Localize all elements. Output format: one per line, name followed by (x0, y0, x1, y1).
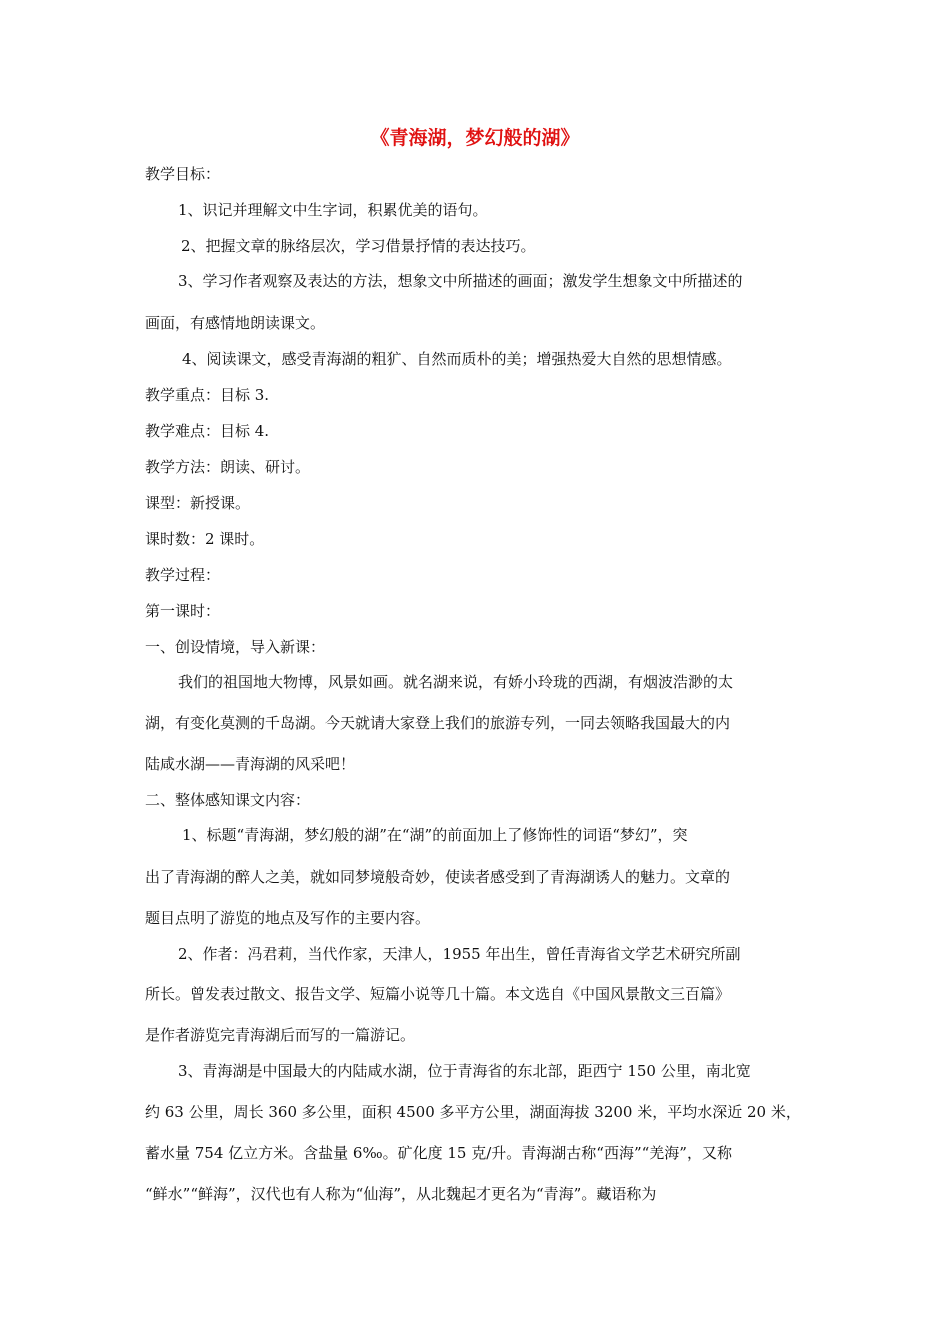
objective-3-line-1: 3、学习作者观察及表达的方法，想象文中所描述的画面；激发学生想象文中所描述的 (178, 272, 743, 290)
objective-4: 4、阅读课文，感受青海湖的粗犷、自然而质朴的美；增强热爱大自然的思想情感。 (182, 350, 732, 368)
intro-paragraph-line-1: 我们的祖国地大物博，风景如画。就名湖来说，有娇小玲珑的西湖，有烟波浩渺的太 (178, 673, 734, 691)
item-3-line-3: 蓄水量 754 亿立方米。含盐量 6‰。矿化度 15 克/升。青海湖古称“西海”“羌海”，又称 (145, 1144, 732, 1162)
lesson-hours: 课时数：2 课时。 (145, 530, 265, 548)
item-3-line-2: 约 63 公里，周长 360 多公里，面积 4500 多平方公里，湖面海拔 3200 米，平均水深近 20 米， (145, 1103, 801, 1121)
item-2-line-1: 2、作者：冯君莉，当代作家，天津人，1955 年出生，曾任青海省文学艺术研究所副 (178, 945, 741, 963)
key-points: 教学重点：目标 3. (145, 386, 270, 404)
lesson-type: 课型：新授课。 (145, 494, 251, 512)
document-title: 《青海湖，梦幻般的湖》 (370, 127, 580, 149)
objective-1: 1、识记并理解文中生字词，积累优美的语句。 (178, 201, 488, 219)
objective-3-line-2: 画面，有感情地朗读课文。 (145, 314, 326, 332)
item-2-line-3: 是作者游览完青海湖后而写的一篇游记。 (145, 1026, 416, 1044)
item-2-line-2: 所长。曾发表过散文、报告文学、短篇小说等几十篇。本文选自《中国风景散文三百篇》 (145, 985, 731, 1003)
item-1-line-3: 题目点明了游览的地点及写作的主要内容。 (145, 909, 431, 927)
difficult-points: 教学难点：目标 4. (145, 422, 270, 440)
teaching-method: 教学方法：朗读、研讨。 (145, 458, 311, 476)
intro-paragraph-line-3: 陆咸水湖——青海湖的风采吧！ (145, 755, 356, 773)
item-1-line-2: 出了青海湖的醉人之美，就如同梦境般奇妙，使读者感受到了青海湖诱人的魅力。文章的 (145, 868, 731, 886)
intro-paragraph-line-2: 湖，有变化莫测的千岛湖。今天就请大家登上我们的旅游专列，一同去领略我国最大的内 (145, 714, 731, 732)
heading-first-lesson: 第一课时： (145, 602, 221, 620)
item-1-line-1: 1、标题“青海湖，梦幻般的湖”在“湖”的前面加上了修饰性的词语“梦幻”，突 (182, 826, 688, 844)
heading-objectives: 教学目标： (145, 165, 221, 183)
section-1-heading: 一、创设情境，导入新课： (145, 638, 326, 656)
item-3-line-1: 3、青海湖是中国最大的内陆咸水湖，位于青海省的东北部，距西宁 150 公里，南北宽 (178, 1062, 751, 1080)
section-2-heading: 二、整体感知课文内容： (145, 791, 311, 809)
item-3-line-4: “鲜水”“鲜海”，汉代也有人称为“仙海”，从北魏起才更名为“青海”。藏语称为 (145, 1185, 657, 1203)
objective-2: 2、把握文章的脉络层次，学习借景抒情的表达技巧。 (181, 237, 536, 255)
heading-process: 教学过程： (145, 566, 221, 584)
